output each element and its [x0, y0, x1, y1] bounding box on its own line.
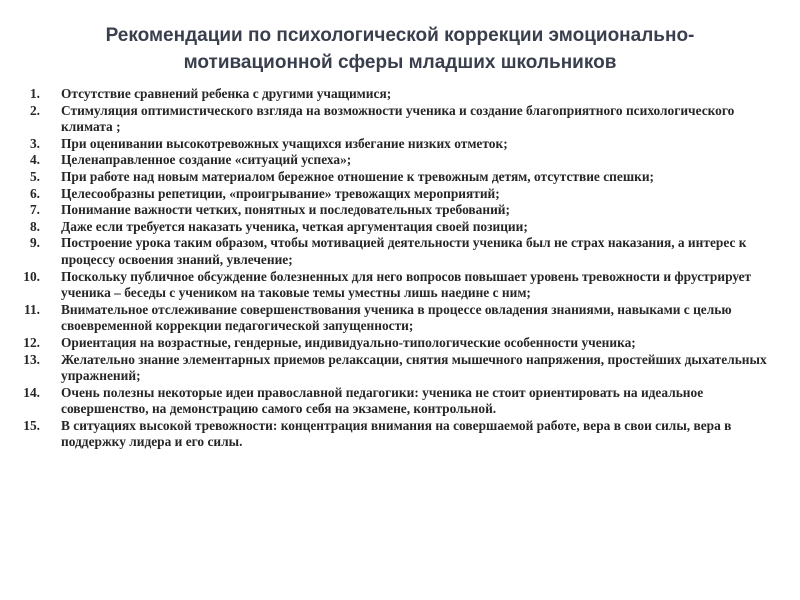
- list-item-number: 11.: [24, 301, 40, 317]
- list-item: [0, 136, 800, 153]
- list-item: [0, 152, 800, 169]
- list-item-number: 8.: [29, 218, 40, 234]
- list-item: [0, 169, 800, 186]
- list-item-text: Поскольку публичное обсуждение болезненных для него вопросов повышает уровень тревожности и фрустрирует ученика – беседы с учеником на таковые темы уместны лишь наедине с ним;: [61, 268, 752, 301]
- list-item-number: 7.: [29, 202, 40, 218]
- list-item-number: 4.: [29, 152, 40, 168]
- list-item-text: Внимательное отслеживание совершенствования ученика в процессе овладения знаниями, навыками с целью своевременной коррекции педагогической запущенности;: [61, 301, 732, 334]
- list-item: [0, 302, 800, 335]
- list-item: [0, 86, 800, 103]
- list-item-text: Отсутствие сравнений ребенка с другими учащимися;: [61, 86, 392, 101]
- list-item: [0, 335, 800, 352]
- list-item: [0, 103, 800, 136]
- title-line-2: мотивационной сферы младших школьников: [183, 52, 617, 73]
- list-item-number: 12.: [23, 334, 40, 350]
- list-item-number: 13.: [23, 351, 40, 367]
- list-item: [0, 235, 800, 268]
- title-line-1: Рекомендации по психологической коррекции эмоционально-: [105, 25, 695, 46]
- list-item-text: Желательно знание элементарных приемов релаксации, снятия мышечного напряжения, простейших дыхательных упражнений;: [61, 351, 767, 384]
- page-title: [40, 22, 760, 76]
- list-item-text: В ситуациях высокой тревожности: концентрация внимания на совершаемой работе, вера в свои силы, вера в поддержку лидера и его силы.: [61, 417, 732, 450]
- list-item-text: Целенаправленное создание «ситуаций успеха»;: [61, 152, 352, 168]
- list-item-number: 9.: [29, 235, 40, 251]
- list-item-number: 5.: [29, 168, 40, 184]
- list-item-text: Целесообразны репетиции, «проигрывание» тревожащих мероприятий;: [61, 185, 500, 201]
- list-item-text: При оценивании высокотревожных учащихся избегание низких отметок;: [61, 135, 508, 151]
- list-item-text: Построение урока таким образом, чтобы мотивацией деятельности ученика был не страх наказания, а интерес к процессу освоения знаний, увлечение;: [61, 235, 747, 267]
- list-item-text: Стимуляция оптимистического взгляда на возможности ученика и создание благоприятного психологического климата ;: [61, 102, 735, 135]
- list-item-number: 15.: [23, 417, 40, 433]
- list-item-number: 10.: [23, 268, 40, 284]
- list-item: [0, 385, 800, 418]
- list-item-number: 14.: [23, 384, 40, 400]
- list-item-number: 3.: [29, 135, 40, 151]
- recommendations-list: [0, 86, 800, 451]
- list-item-number: 6.: [29, 185, 40, 201]
- list-item: [0, 269, 800, 302]
- list-item: [0, 202, 800, 219]
- list-item-text: Даже если требуется наказать ученика, четкая аргументация своей позиции;: [61, 218, 528, 234]
- list-item-text: Очень полезны некоторые идеи православной педагогики: ученика не стоит ориентировать на идеальное совершенство, на демонстрацию самого себя на экзамене, контрольной.: [61, 384, 704, 417]
- list-item-number: 2.: [29, 102, 40, 118]
- list-item-text: Ориентация на возрастные, гендерные, индивидуально-типологические особенности ученика;: [61, 334, 636, 350]
- list-item: [0, 186, 800, 203]
- list-item-number: 1.: [29, 86, 40, 101]
- list-item: [0, 418, 800, 451]
- list-item-text: Понимание важности четких, понятных и последовательных требований;: [61, 202, 510, 218]
- list-item: [0, 352, 800, 385]
- list-item: [0, 219, 800, 236]
- list-item-text: При работе над новым материалом бережное отношение к тревожным детям, отсутствие спешки;: [61, 168, 655, 184]
